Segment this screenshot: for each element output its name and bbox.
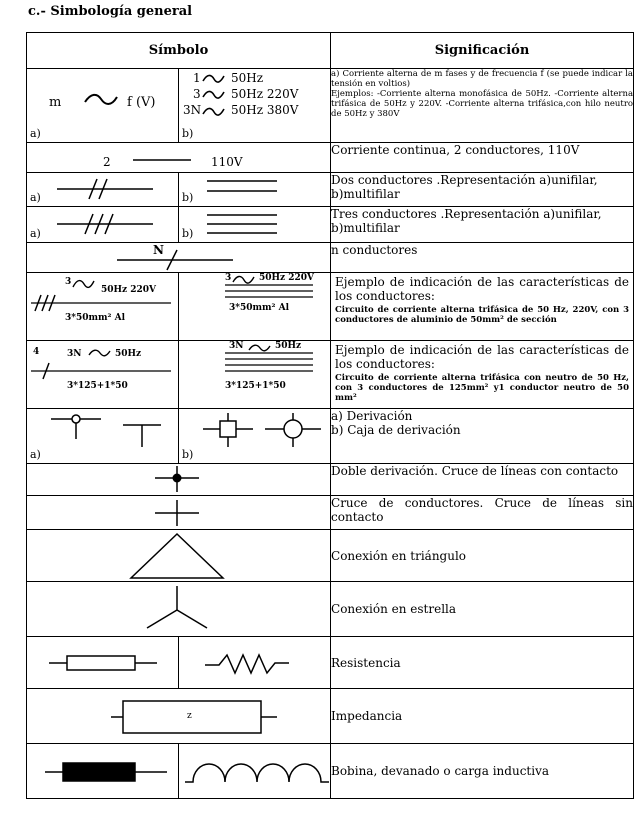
coil-loops-icon <box>179 744 331 799</box>
phase-count: 3 <box>225 273 232 283</box>
impedance-meaning-cell: Impedancia <box>331 689 634 744</box>
star-symbol-cell <box>27 582 331 637</box>
example-unifilar-icon <box>27 273 179 341</box>
two-conductors-multifilar-icon <box>179 173 331 207</box>
resistor-meaning-cell: Resistencia <box>331 637 634 689</box>
coil-loops-symbol-cell <box>179 744 331 799</box>
table-row <box>27 207 634 243</box>
phase-count: 1 <box>193 71 201 85</box>
table-row <box>27 173 634 207</box>
phases-label: m <box>49 95 62 110</box>
dc-line-icon <box>27 143 331 173</box>
table-row <box>27 496 634 530</box>
section-heading: c.- Simbología general <box>28 4 193 19</box>
dc-symbol-cell <box>27 143 331 173</box>
dc-meaning-cell: Corriente continua, 2 conductores, 110V <box>331 143 634 173</box>
conductor-count: 2 <box>103 155 111 169</box>
impedance-symbol-cell <box>27 689 331 744</box>
n-conductors-meaning-cell: n conductores <box>331 243 634 273</box>
delta-symbol-cell <box>27 530 331 582</box>
n-label: N <box>153 243 164 257</box>
three-conductors-unifilar-icon <box>27 207 179 243</box>
section-label: 3*125+1*50 <box>67 381 128 391</box>
meaning-detail: Circuito de corriente alterna trifásica con neutro de 50 Hz, con 3 conductores de 125mm² y1 conductor neutro de 50 mm² <box>335 373 630 403</box>
example-unifilar-cell <box>27 273 179 341</box>
section-label: 3*125+1*50 <box>225 381 286 391</box>
frequency-value: 50Hz 380V <box>231 103 299 117</box>
option-a-label: a) <box>30 227 41 240</box>
header-row <box>27 33 634 69</box>
meaning-column-header: Significación <box>331 33 634 69</box>
star-connection-icon <box>27 582 331 637</box>
symbol-table <box>26 32 634 799</box>
meaning-title: Ejemplo de indicación de las características de los conductores: <box>335 275 630 303</box>
crossing-icon <box>27 496 331 530</box>
two-conductors-meaning-cell: Dos conductores .Representación a)unifilar, b)multifilar <box>331 173 634 207</box>
meaning-b: b) Caja de derivación <box>331 423 461 437</box>
meaning-a: a) Derivación <box>331 409 413 423</box>
double-derivation-meaning-cell: Doble derivación. Cruce de líneas con contacto <box>331 464 634 496</box>
resistor-box-icon <box>27 637 179 689</box>
coil-filled-symbol-cell <box>27 744 179 799</box>
example-neutral-multifilar-cell <box>179 341 331 409</box>
option-a-label: a) <box>30 127 41 140</box>
double-derivation-icon <box>27 464 331 496</box>
crossing-meaning-cell: Cruce de conductores. Cruce de líneas sin contacto <box>331 496 634 530</box>
ac-meaning-cell <box>331 69 634 143</box>
section-label: 3*50mm² Al <box>65 313 126 323</box>
three-conductors-multifilar-cell <box>179 207 331 243</box>
frequency-voltage: 50Hz 220V <box>259 273 315 283</box>
derivation-symbol-cell <box>27 409 179 464</box>
phase-count: 3 <box>193 87 201 101</box>
table-row <box>27 744 634 799</box>
table-row <box>27 273 634 341</box>
derivation-meaning-cell <box>331 409 634 464</box>
frequency-label: 50Hz <box>275 341 302 351</box>
table-row <box>27 582 634 637</box>
impedance-icon <box>27 689 331 744</box>
ac-symbol-a-cell <box>27 69 179 143</box>
example-neutral-unifilar-cell <box>27 341 179 409</box>
two-conductors-unifilar-cell <box>27 173 179 207</box>
delta-connection-icon <box>27 530 331 582</box>
resistor-box-symbol-cell <box>27 637 179 689</box>
two-conductors-unifilar-icon <box>27 173 179 207</box>
voltage-label: 110V <box>211 155 243 169</box>
derivation-icon <box>27 409 179 464</box>
table-row <box>27 637 634 689</box>
star-meaning-cell: Conexión en estrella <box>331 582 634 637</box>
option-a-label: a) <box>30 191 41 204</box>
table-row <box>27 409 634 464</box>
resistor-zigzag-icon <box>179 637 331 689</box>
option-b-label: b) <box>182 448 194 461</box>
table-row <box>27 341 634 409</box>
table-row <box>27 69 634 143</box>
example-neutral-unifilar-icon <box>27 341 179 409</box>
junction-box-icon <box>179 409 331 464</box>
example-multifilar-cell <box>179 273 331 341</box>
frequency-value: 50Hz 220V <box>231 87 299 101</box>
phase-count: 3N <box>183 103 202 117</box>
two-conductors-multifilar-cell <box>179 173 331 207</box>
table-row <box>27 530 634 582</box>
table-row <box>27 689 634 744</box>
example-neutral-meaning-cell <box>331 341 634 409</box>
n-conductors-symbol-cell <box>27 243 331 273</box>
symbol-column-header: Símbolo <box>27 33 331 69</box>
n-conductors-icon <box>27 243 331 273</box>
frequency-label: 50Hz <box>115 349 142 359</box>
phase-count: 3N <box>67 349 82 359</box>
coil-filled-icon <box>27 744 179 799</box>
frequency-label: f (V) <box>127 95 156 110</box>
phase-count: 3N <box>229 341 244 351</box>
meaning-examples: Ejemplos: -Corriente alterna monofásica de 50Hz. -Corriente alterna trifásica de 50Hz y 220V. -Corriente alterna trifásica,con hilo neutro de 50Hz y 380V <box>331 89 634 119</box>
frequency-voltage: 50Hz 220V <box>101 285 157 295</box>
three-conductors-multifilar-icon <box>179 207 331 243</box>
phase-count: 3 <box>65 277 72 287</box>
double-derivation-symbol-cell <box>27 464 331 496</box>
delta-meaning-cell: Conexión en triángulo <box>331 530 634 582</box>
section-label: 3*50mm² Al <box>229 303 290 313</box>
three-conductors-meaning-cell: Tres conductores .Representación a)unifilar, b)multifilar <box>331 207 634 243</box>
option-b-label: b) <box>182 127 194 140</box>
meaning-detail: Circuito de corriente alterna trifásica de 50 Hz, 220V, con 3 conductores de aluminio de 50mm² de sección <box>335 305 630 325</box>
option-a-label: a) <box>30 448 41 461</box>
table-row <box>27 243 634 273</box>
junction-box-symbol-cell <box>179 409 331 464</box>
option-b-label: b) <box>182 191 194 204</box>
coil-meaning-cell: Bobina, devanado o carga inductiva <box>331 744 634 799</box>
conductor-count: 4 <box>33 347 40 357</box>
sine-wave-icon <box>27 69 179 143</box>
crossing-symbol-cell <box>27 496 331 530</box>
resistor-zigzag-symbol-cell <box>179 637 331 689</box>
table-row <box>27 143 634 173</box>
ac-symbol-b-cell <box>179 69 331 143</box>
meaning-text: a) Corriente alterna de m fases y de frecuencia f (se puede indicar la tensión en voltios) <box>331 69 634 89</box>
example-meaning-cell <box>331 273 634 341</box>
option-b-label: b) <box>182 227 194 240</box>
frequency-value: 50Hz <box>231 71 264 85</box>
impedance-z-label: z <box>187 711 192 721</box>
three-conductors-unifilar-cell <box>27 207 179 243</box>
meaning-title: Ejemplo de indicación de las características de los conductores: <box>335 343 630 371</box>
table-row <box>27 464 634 496</box>
example-neutral-multifilar-icon <box>179 341 331 409</box>
